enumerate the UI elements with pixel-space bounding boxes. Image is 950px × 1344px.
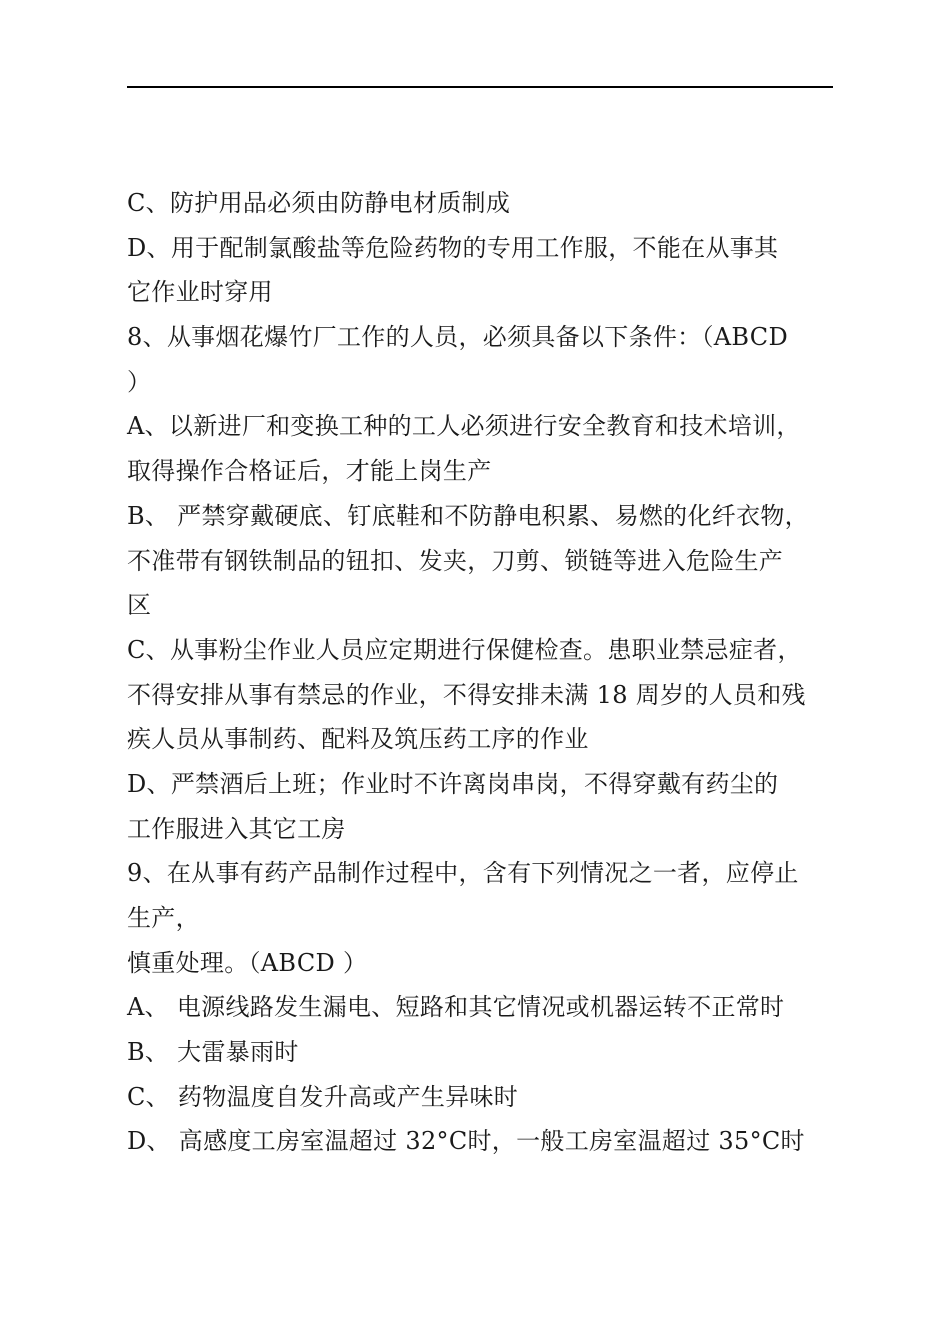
document-body bbox=[127, 181, 839, 1164]
text-line-18: 慎重处理。（ABCD ） bbox=[127, 948, 368, 977]
question-8: 8、从事烟花爆竹厂工作的人员，必须具备以下条件：（ABCD bbox=[127, 323, 788, 352]
text-line-13: 疾人员从事制药、配料及筑压药工序的作业 bbox=[127, 725, 589, 754]
text-line-10: 区 bbox=[127, 591, 152, 620]
text-line-5: ） bbox=[127, 367, 152, 396]
text-line-2: D、用于配制氯酸盐等危险药物的专用工作服，不能在从事其 bbox=[127, 233, 779, 262]
option-d: D、严禁酒后上班；作业时不许离岗串岗，不得穿戴有药尘的 bbox=[127, 769, 779, 798]
text-line-7: 取得操作合格证后，才能上岗生产 bbox=[127, 457, 492, 486]
option-d-9: D、 高感度工房室温超过 32°C时，一般工房室温超过 35°C时 bbox=[127, 1127, 805, 1156]
text-line-12: 不得安排从事有禁忌的作业，不得安排未满 18 周岁的人员和残 bbox=[127, 680, 806, 709]
option-b: B、 严禁穿戴硬底、钉底鞋和不防静电积累、易燃的化纤衣物， bbox=[127, 501, 809, 530]
text-line-1: C、防护用品必须由防静电材质制成 bbox=[127, 189, 511, 217]
text-line-9: 不准带有钢铁制品的钮扣、发夹，刀剪、锁链等进入危险生产 bbox=[127, 546, 784, 575]
text-line-17: 生产， bbox=[127, 904, 200, 932]
header-rule bbox=[127, 86, 833, 88]
option-a: A、以新进厂和变换工种的工人必须进行安全教育和技术培训， bbox=[127, 412, 801, 441]
option-c: C、从事粉尘作业人员应定期进行保健检查。患职业禁忌症者， bbox=[127, 635, 802, 664]
question-9: 9、在从事有药产品制作过程中，含有下列情况之一者，应停止 bbox=[127, 859, 799, 888]
text-line-3: 它作业时穿用 bbox=[127, 278, 273, 307]
option-b-9: B、 大雷暴雨时 bbox=[127, 1038, 299, 1067]
text-line-15: 工作服进入其它工房 bbox=[127, 814, 346, 843]
option-a-9: A、 电源线路发生漏电、短路和其它情况或机器运转不正常时 bbox=[127, 993, 785, 1022]
option-c-9: C、 药物温度自发升高或产生异味时 bbox=[127, 1082, 519, 1111]
